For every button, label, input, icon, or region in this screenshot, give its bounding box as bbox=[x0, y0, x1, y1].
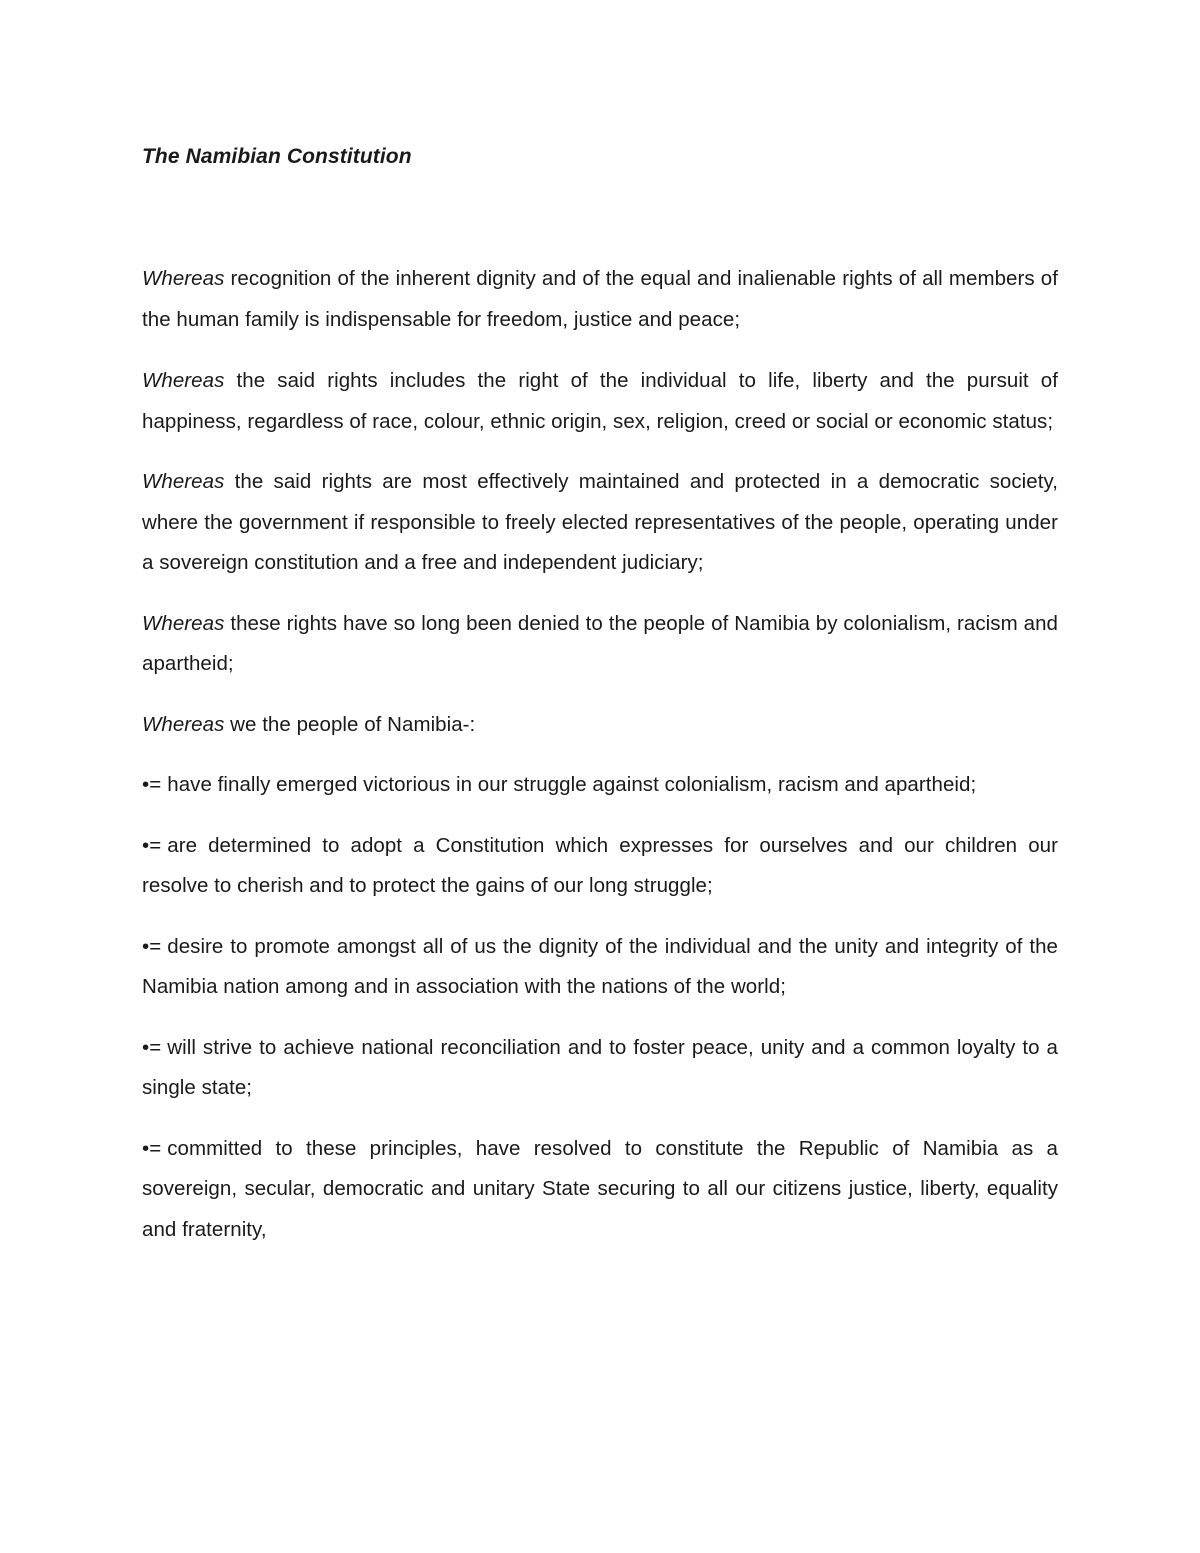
whereas-paragraph-4 bbox=[142, 604, 1058, 685]
whereas-paragraph-3 bbox=[142, 462, 1058, 584]
bullet-marker: •= bbox=[142, 1035, 162, 1059]
bullet-marker: •= bbox=[142, 934, 162, 958]
whereas-lead: Whereas bbox=[142, 369, 225, 392]
bullet-item-1 bbox=[142, 765, 1058, 806]
whereas-paragraph-5 bbox=[142, 705, 1058, 746]
whereas-lead: Whereas bbox=[142, 470, 225, 493]
bullet-text: desire to promote amongst all of us the dignity of the individual and the unity and integrity of the Namibia nation among and in association with the nations of the world; bbox=[142, 934, 1058, 998]
paragraph-text: the said rights includes the right of the individual to life, liberty and the pursuit of happiness, regardless of race, colour, ethnic origin, sex, religion, creed or social or economic status; bbox=[142, 369, 1059, 433]
whereas-lead: Whereas bbox=[142, 611, 225, 635]
bullet-marker: •= bbox=[142, 1136, 162, 1160]
bullet-item-4 bbox=[142, 1028, 1058, 1109]
bullet-marker: •= bbox=[142, 833, 162, 857]
document-title: The Namibian Constitution bbox=[142, 145, 412, 168]
whereas-lead: Whereas bbox=[142, 712, 225, 736]
bullet-text: are determined to adopt a Constitution which expresses for ourselves and our children our resolve to cherish and to protect the gains of our long struggle; bbox=[142, 833, 1058, 897]
whereas-lead: Whereas bbox=[142, 267, 225, 290]
bullet-text: will strive to achieve national reconciliation and to foster peace, unity and a common loyalty to a single state; bbox=[142, 1035, 1058, 1099]
bullet-item-2 bbox=[142, 826, 1058, 907]
paragraph-text: recognition of the inherent dignity and of the equal and inalienable rights of all members of the human family is indispensable for freedom, justice and peace; bbox=[142, 267, 1059, 331]
bullet-item-3 bbox=[142, 927, 1058, 1008]
whereas-paragraph-2 bbox=[142, 361, 1058, 442]
bullet-marker: •= bbox=[142, 773, 162, 796]
paragraph-text: the said rights are most effectively maintained and protected in a democratic society, where the government if responsible to freely elected representatives of the people, operating under a sovereign constitution and a free and independent judiciary; bbox=[142, 470, 1059, 574]
paragraph-text: these rights have so long been denied to the people of Namibia by colonialism, racism and apartheid; bbox=[142, 611, 1058, 675]
whereas-paragraph-1 bbox=[142, 259, 1058, 340]
bullet-text: committed to these principles, have resolved to constitute the Republic of Namibia as a sovereign, secular, democratic and unitary State securing to all our citizens justice, liberty, equality and fraternity, bbox=[142, 1136, 1058, 1241]
bullet-item-5 bbox=[142, 1129, 1058, 1251]
bullet-text: have finally emerged victorious in our struggle against colonialism, racism and apartheid; bbox=[167, 773, 977, 796]
document-body bbox=[142, 140, 1058, 1250]
paragraph-text: we the people of Namibia-: bbox=[230, 712, 476, 736]
